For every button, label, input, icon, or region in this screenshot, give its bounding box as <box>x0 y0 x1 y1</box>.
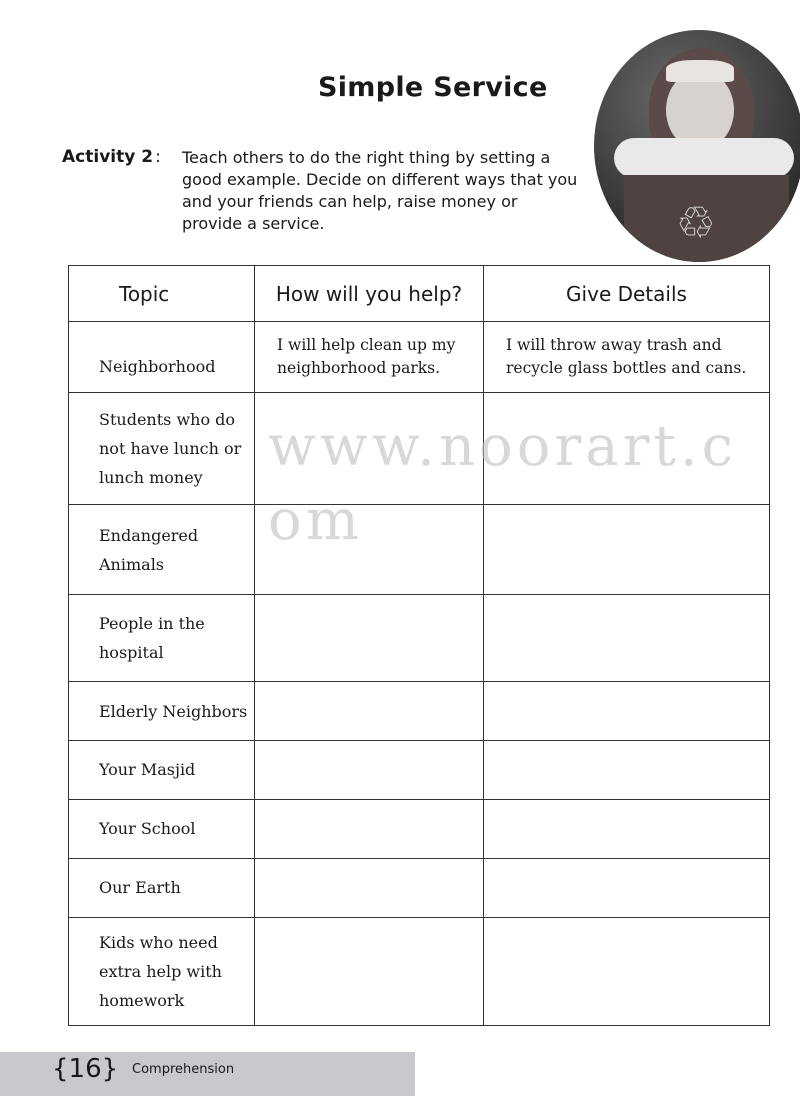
page-title: Simple Service <box>318 72 548 103</box>
activity-label: Activity 2 <box>62 147 154 167</box>
details-cell[interactable] <box>484 917 770 1025</box>
details-cell[interactable] <box>484 740 770 799</box>
photo-headband <box>666 60 734 82</box>
help-cell[interactable] <box>255 682 484 740</box>
topic-cell: Students who do not have lunch or lunch money <box>69 393 255 505</box>
topic-cell: Elderly Neighbors <box>69 682 255 740</box>
girl-recycling-photo <box>594 30 800 262</box>
details-cell[interactable] <box>484 393 770 505</box>
photo-bottles <box>614 138 794 178</box>
table-row <box>69 917 770 1025</box>
topic-cell: People in the hospital <box>69 595 255 682</box>
table-row <box>69 505 770 595</box>
table-row <box>69 858 770 917</box>
topic-cell: Our Earth <box>69 858 255 917</box>
activity-instructions: Teach others to do the right thing by setting a good example. Decide on different ways that you and your friends can help, raise money or provide a service. <box>182 148 578 233</box>
details-cell[interactable] <box>484 799 770 858</box>
topic-cell: Neighborhood <box>69 322 255 393</box>
table-row <box>69 799 770 858</box>
help-cell[interactable] <box>255 740 484 799</box>
header-help: How will you help? <box>255 266 484 322</box>
help-cell[interactable] <box>255 858 484 917</box>
table-row <box>69 393 770 505</box>
service-table <box>68 265 770 1026</box>
table-row <box>69 595 770 682</box>
help-cell[interactable] <box>255 917 484 1025</box>
details-cell[interactable] <box>484 682 770 740</box>
details-cell[interactable] <box>484 858 770 917</box>
topic-cell: Your School <box>69 799 255 858</box>
table-row <box>69 322 770 393</box>
header-topic: Topic <box>69 266 255 322</box>
header-details: Give Details <box>484 266 770 322</box>
table-header-row <box>69 266 770 322</box>
recycle-icon: ♲ <box>676 198 716 249</box>
details-cell[interactable]: I will throw away trash and recycle glass bottles and cans. <box>484 322 770 393</box>
help-cell[interactable] <box>255 393 484 505</box>
table-row <box>69 740 770 799</box>
help-cell[interactable] <box>255 505 484 595</box>
page-number: {16} <box>52 1054 119 1084</box>
details-cell[interactable] <box>484 505 770 595</box>
activity-colon: : <box>155 147 161 167</box>
help-cell[interactable] <box>255 799 484 858</box>
help-cell[interactable]: I will help clean up my neighborhood parks. <box>255 322 484 393</box>
topic-cell: Endangered Animals <box>69 505 255 595</box>
topic-cell: Your Masjid <box>69 740 255 799</box>
watermark: www.noorart.com <box>268 414 738 553</box>
table-row <box>69 682 770 740</box>
section-name: Comprehension <box>132 1062 235 1077</box>
details-cell[interactable] <box>484 595 770 682</box>
help-cell[interactable] <box>255 595 484 682</box>
activity-heading <box>62 147 161 167</box>
topic-cell: Kids who need extra help with homework <box>69 917 255 1025</box>
